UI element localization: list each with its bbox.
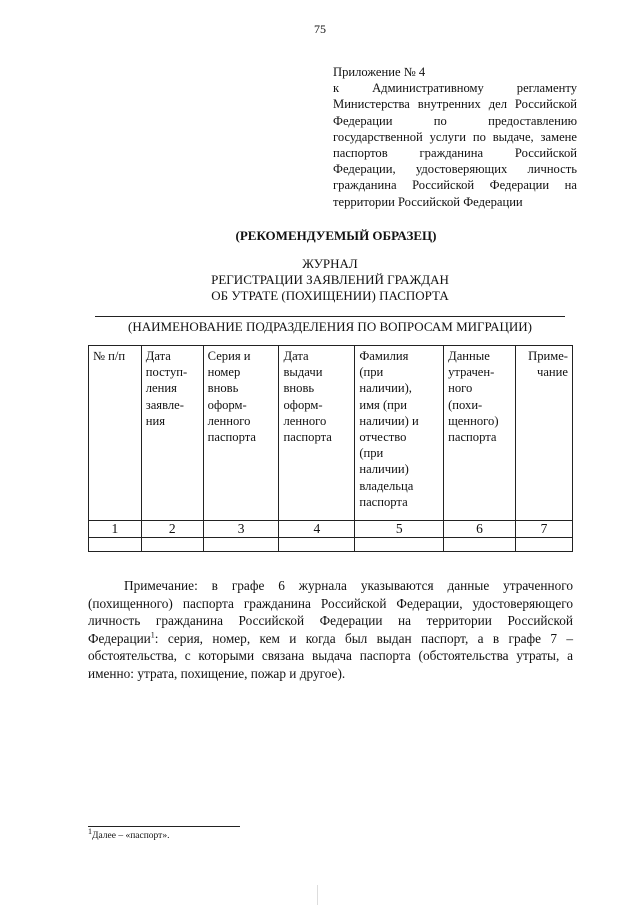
appendix-reference [333, 64, 577, 210]
appendix-line: территории Российской Федерации [333, 194, 523, 209]
sample-label: (РЕКОМЕНДУЕМЫЙ ОБРАЗЕЦ) [235, 228, 437, 243]
table-header-cell: № п/п [89, 346, 142, 521]
table-column-numbers-row [89, 521, 573, 538]
footnote [88, 826, 170, 841]
appendix-line: Федерации по предоставлению [333, 113, 577, 128]
appendix-line: Министерства внутренних дел Российской [333, 97, 577, 112]
journal-title-line-1: ЖУРНАЛ [302, 256, 358, 271]
journal-table [88, 345, 573, 552]
page-number: 75 [314, 22, 326, 36]
empty-cell [279, 538, 355, 552]
journal-title-line-3: ОБ УТРАТЕ (ПОХИЩЕНИИ) ПАСПОРТА [211, 288, 449, 303]
note-paragraph [88, 577, 573, 682]
table-column-number: 2 [141, 521, 203, 538]
empty-cell [355, 538, 444, 552]
table-header-cell: Серия и номер вновь оформ- ленного паспорта [203, 346, 279, 521]
table-header-row [89, 346, 573, 521]
footnote-marker: 1 [88, 826, 92, 836]
note-text-part1: Примечание: в графе 6 журнала указываются данные утраченного (похищенного) паспорта гражданина Российской Федерации, удостоверяющего личность гражданина Российской Федерации на территории Российской Федерации [88, 578, 573, 646]
table-header-cell: Приме- чание [516, 346, 573, 521]
table-empty-row [89, 538, 573, 552]
scan-artifact [317, 885, 318, 905]
table-column-number: 4 [279, 521, 355, 538]
appendix-line: Приложение № 4 [333, 65, 426, 79]
journal-title [0, 256, 640, 304]
empty-cell [203, 538, 279, 552]
table-column-number: 3 [203, 521, 279, 538]
department-name-line [95, 316, 565, 317]
appendix-line: государственной услуги по выдаче, замене [333, 129, 577, 144]
note-footnote-ref: 1 [150, 630, 155, 640]
appendix-line: Федерации, удостоверяющих личность [333, 162, 577, 177]
empty-cell [516, 538, 573, 552]
appendix-line: к Административному регламенту [333, 81, 577, 96]
table-header-cell: Дата поступ- ления заявле- ния [141, 346, 203, 521]
department-caption: (НАИМЕНОВАНИЕ ПОДРАЗДЕЛЕНИЯ ПО ВОПРОСАМ МИГРАЦИИ) [128, 319, 532, 334]
table-header-cell: Дата выдачи вновь оформ- ленного паспорта [279, 346, 355, 521]
note-text-part2: : серия, номер, кем и когда был выдан паспорт, а в графе 7 – обстоятельства, с которыми связана выдача паспорта (обстоятельства утраты, а именно: утрата, похищение, пожар и другое). [88, 630, 573, 681]
footnote-rule [88, 826, 240, 827]
table-column-number: 6 [444, 521, 516, 538]
table-header-cell: Фамилия (при наличии), имя (при наличии) и отчество (при наличии) владельца паспорта [355, 346, 444, 521]
empty-cell [89, 538, 142, 552]
appendix-line: гражданина Российской Федерации на [333, 178, 577, 193]
table-header-cell: Данные утрачен- ного (похи- щенного) паспорта [444, 346, 516, 521]
footnote-text: Далее – «паспорт». [92, 831, 170, 841]
table-column-number: 7 [516, 521, 573, 538]
appendix-line: паспортов гражданина Российской [333, 146, 577, 161]
journal-title-line-2: РЕГИСТРАЦИИ ЗАЯВЛЕНИЙ ГРАЖДАН [211, 272, 449, 287]
table-column-number: 5 [355, 521, 444, 538]
empty-cell [141, 538, 203, 552]
table-column-number: 1 [89, 521, 142, 538]
empty-cell [444, 538, 516, 552]
